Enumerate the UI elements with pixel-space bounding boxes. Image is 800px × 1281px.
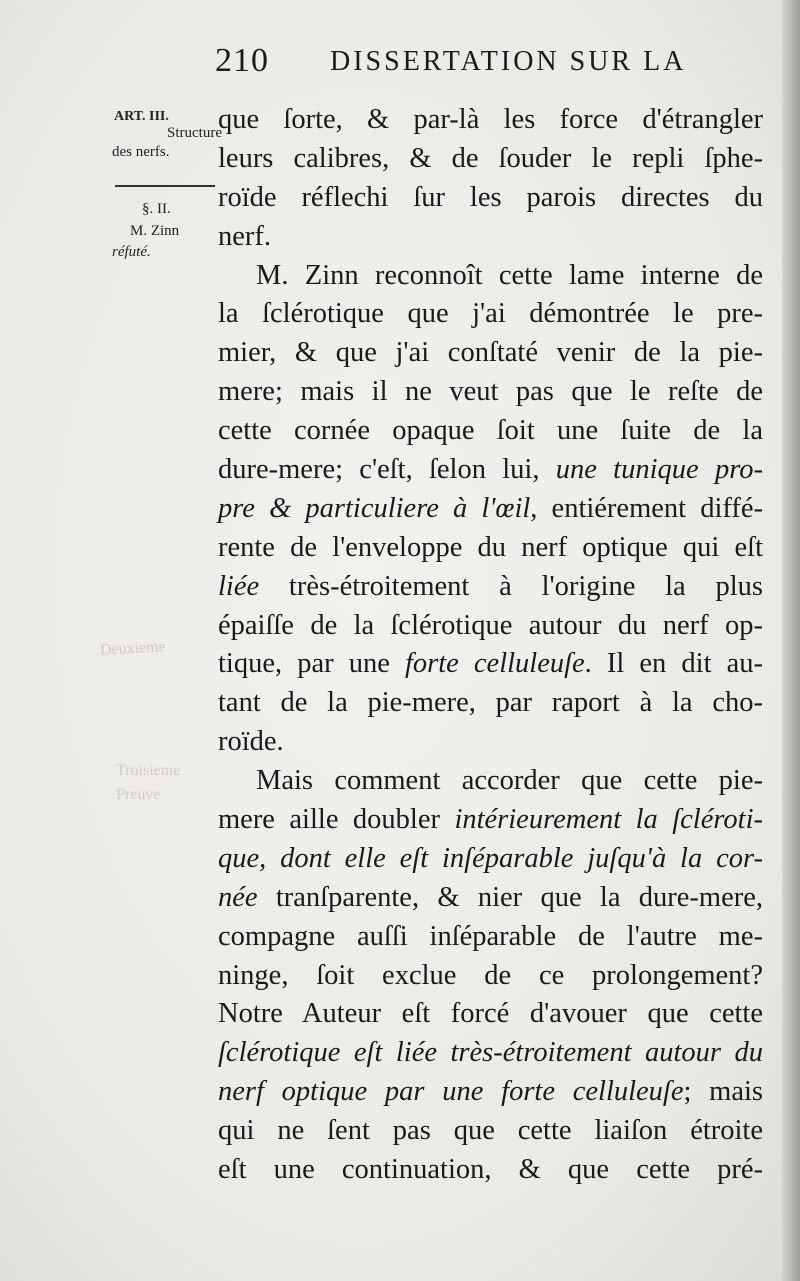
text-segment: très-étroitement à l'origine la plus [259, 570, 763, 602]
text-line [218, 412, 763, 451]
italic-text: nerf optique par une forte celluleuſe [218, 1076, 684, 1108]
text-segment: tant de la pie-mere, par raport à la cho- [218, 687, 763, 719]
text-line [218, 451, 763, 490]
text-segment: . Il en dit au- [584, 648, 763, 680]
text-line [218, 607, 763, 646]
text-segment: qui ne ſent pas que cette liaiſon étroite [218, 1115, 763, 1147]
margin-note-zinn: M. Zinn [130, 223, 180, 239]
text-segment: , entiérement diffé- [530, 492, 763, 524]
text-line [218, 995, 763, 1034]
text-segment: ; mais [683, 1076, 763, 1108]
text-line [218, 1034, 763, 1073]
margin-note-structure-line-1: Structure [167, 125, 222, 141]
text-segment: la ſclérotique que j'ai démontrée le pre- [218, 298, 763, 330]
italic-text: née [218, 881, 258, 913]
text-segment: mier, & que j'ai conſtaté venir de la pie- [218, 337, 763, 369]
text-line [218, 179, 763, 218]
text-segment: cette cornée opaque ſoit une ſuite de la [218, 415, 763, 447]
running-header [0, 38, 800, 88]
page-number: 210 [215, 42, 269, 79]
text-line [218, 257, 763, 296]
text-segment: rente de l'enveloppe du nerf optique qui eſt [218, 531, 763, 563]
body-text [218, 101, 763, 1190]
text-line [218, 373, 763, 412]
text-segment: Notre Auteur eſt forcé d'avouer que cette [218, 998, 763, 1030]
text-line [218, 568, 763, 607]
text-line [218, 218, 763, 257]
text-segment: épaiſſe de la ſclérotique autour du nerf op- [218, 609, 763, 641]
text-segment: leurs calibres, & de ſouder le repli ſphe- [218, 142, 763, 174]
bleed-through-note-1: Deuxieme [99, 638, 167, 659]
margin-note-structure [112, 124, 222, 162]
text-segment: tique, par une [218, 648, 405, 680]
italic-text: liée [218, 570, 260, 602]
italic-text: forte celluleuſe [404, 648, 585, 680]
italic-text: intérieurement la ſcléroti- [454, 804, 763, 836]
text-line [218, 840, 763, 879]
text-line [218, 684, 763, 723]
text-line [218, 1073, 763, 1112]
text-segment: nerf. [218, 220, 272, 252]
text-segment: ninge, ſoit exclue de ce prolongement? [218, 959, 763, 991]
text-line [218, 140, 763, 179]
text-segment: roïde. [218, 726, 284, 758]
text-segment: Mais comment accorder que cette pie- [256, 765, 763, 797]
margin-divider [115, 185, 215, 187]
text-line [218, 762, 763, 801]
text-line [218, 1151, 763, 1190]
text-line [218, 295, 763, 334]
text-segment: M. Zinn reconnoît cette lame interne de [256, 259, 763, 291]
text-segment: roïde réflechi ſur les parois directes du [218, 181, 763, 213]
text-line [218, 723, 763, 762]
text-line [218, 490, 763, 529]
margin-note-section: §. II. [142, 201, 171, 217]
italic-text: une tunique pro- [555, 454, 763, 486]
running-title: DISSERTATION SUR LA [330, 46, 687, 77]
text-segment: que ſorte, & par-là les force d'étrangler [218, 104, 763, 135]
margin-note-refute: réfuté. [112, 244, 151, 260]
text-line [218, 801, 763, 840]
text-segment: dure-mere; c'eſt, ſelon lui, [218, 454, 556, 486]
bleed-through-note-3: Preuve [116, 786, 161, 803]
text-line [218, 334, 763, 373]
italic-text: que, dont elle eſt inſéparable juſqu'à la cor- [218, 842, 763, 874]
text-segment: tranſparente, & nier que la dure-mere, [257, 881, 763, 913]
text-line [218, 1112, 763, 1151]
text-line [218, 957, 763, 996]
bleed-through-note-2: Troisieme [116, 762, 181, 779]
margin-note-article: ART. III. [114, 109, 169, 124]
text-segment: compagne auſſi inſéparable de l'autre me- [218, 920, 763, 952]
text-segment: mere; mais il ne veut pas que le reſte de [218, 376, 763, 408]
text-line [218, 645, 763, 684]
text-line [218, 879, 763, 918]
text-line [218, 918, 763, 957]
text-segment: eſt une continuation, & que cette pré- [218, 1154, 763, 1186]
italic-text: pre & particuliere à l'œil [218, 492, 531, 524]
text-line [218, 529, 763, 568]
text-segment: mere aille doubler [218, 804, 455, 836]
margin-note-structure-line-2: des nerfs. [112, 144, 170, 160]
italic-text: ſclérotique eſt liée très-étroitement autour du [218, 1037, 763, 1069]
text-line [218, 101, 763, 140]
page-gutter-shadow [782, 0, 800, 1281]
